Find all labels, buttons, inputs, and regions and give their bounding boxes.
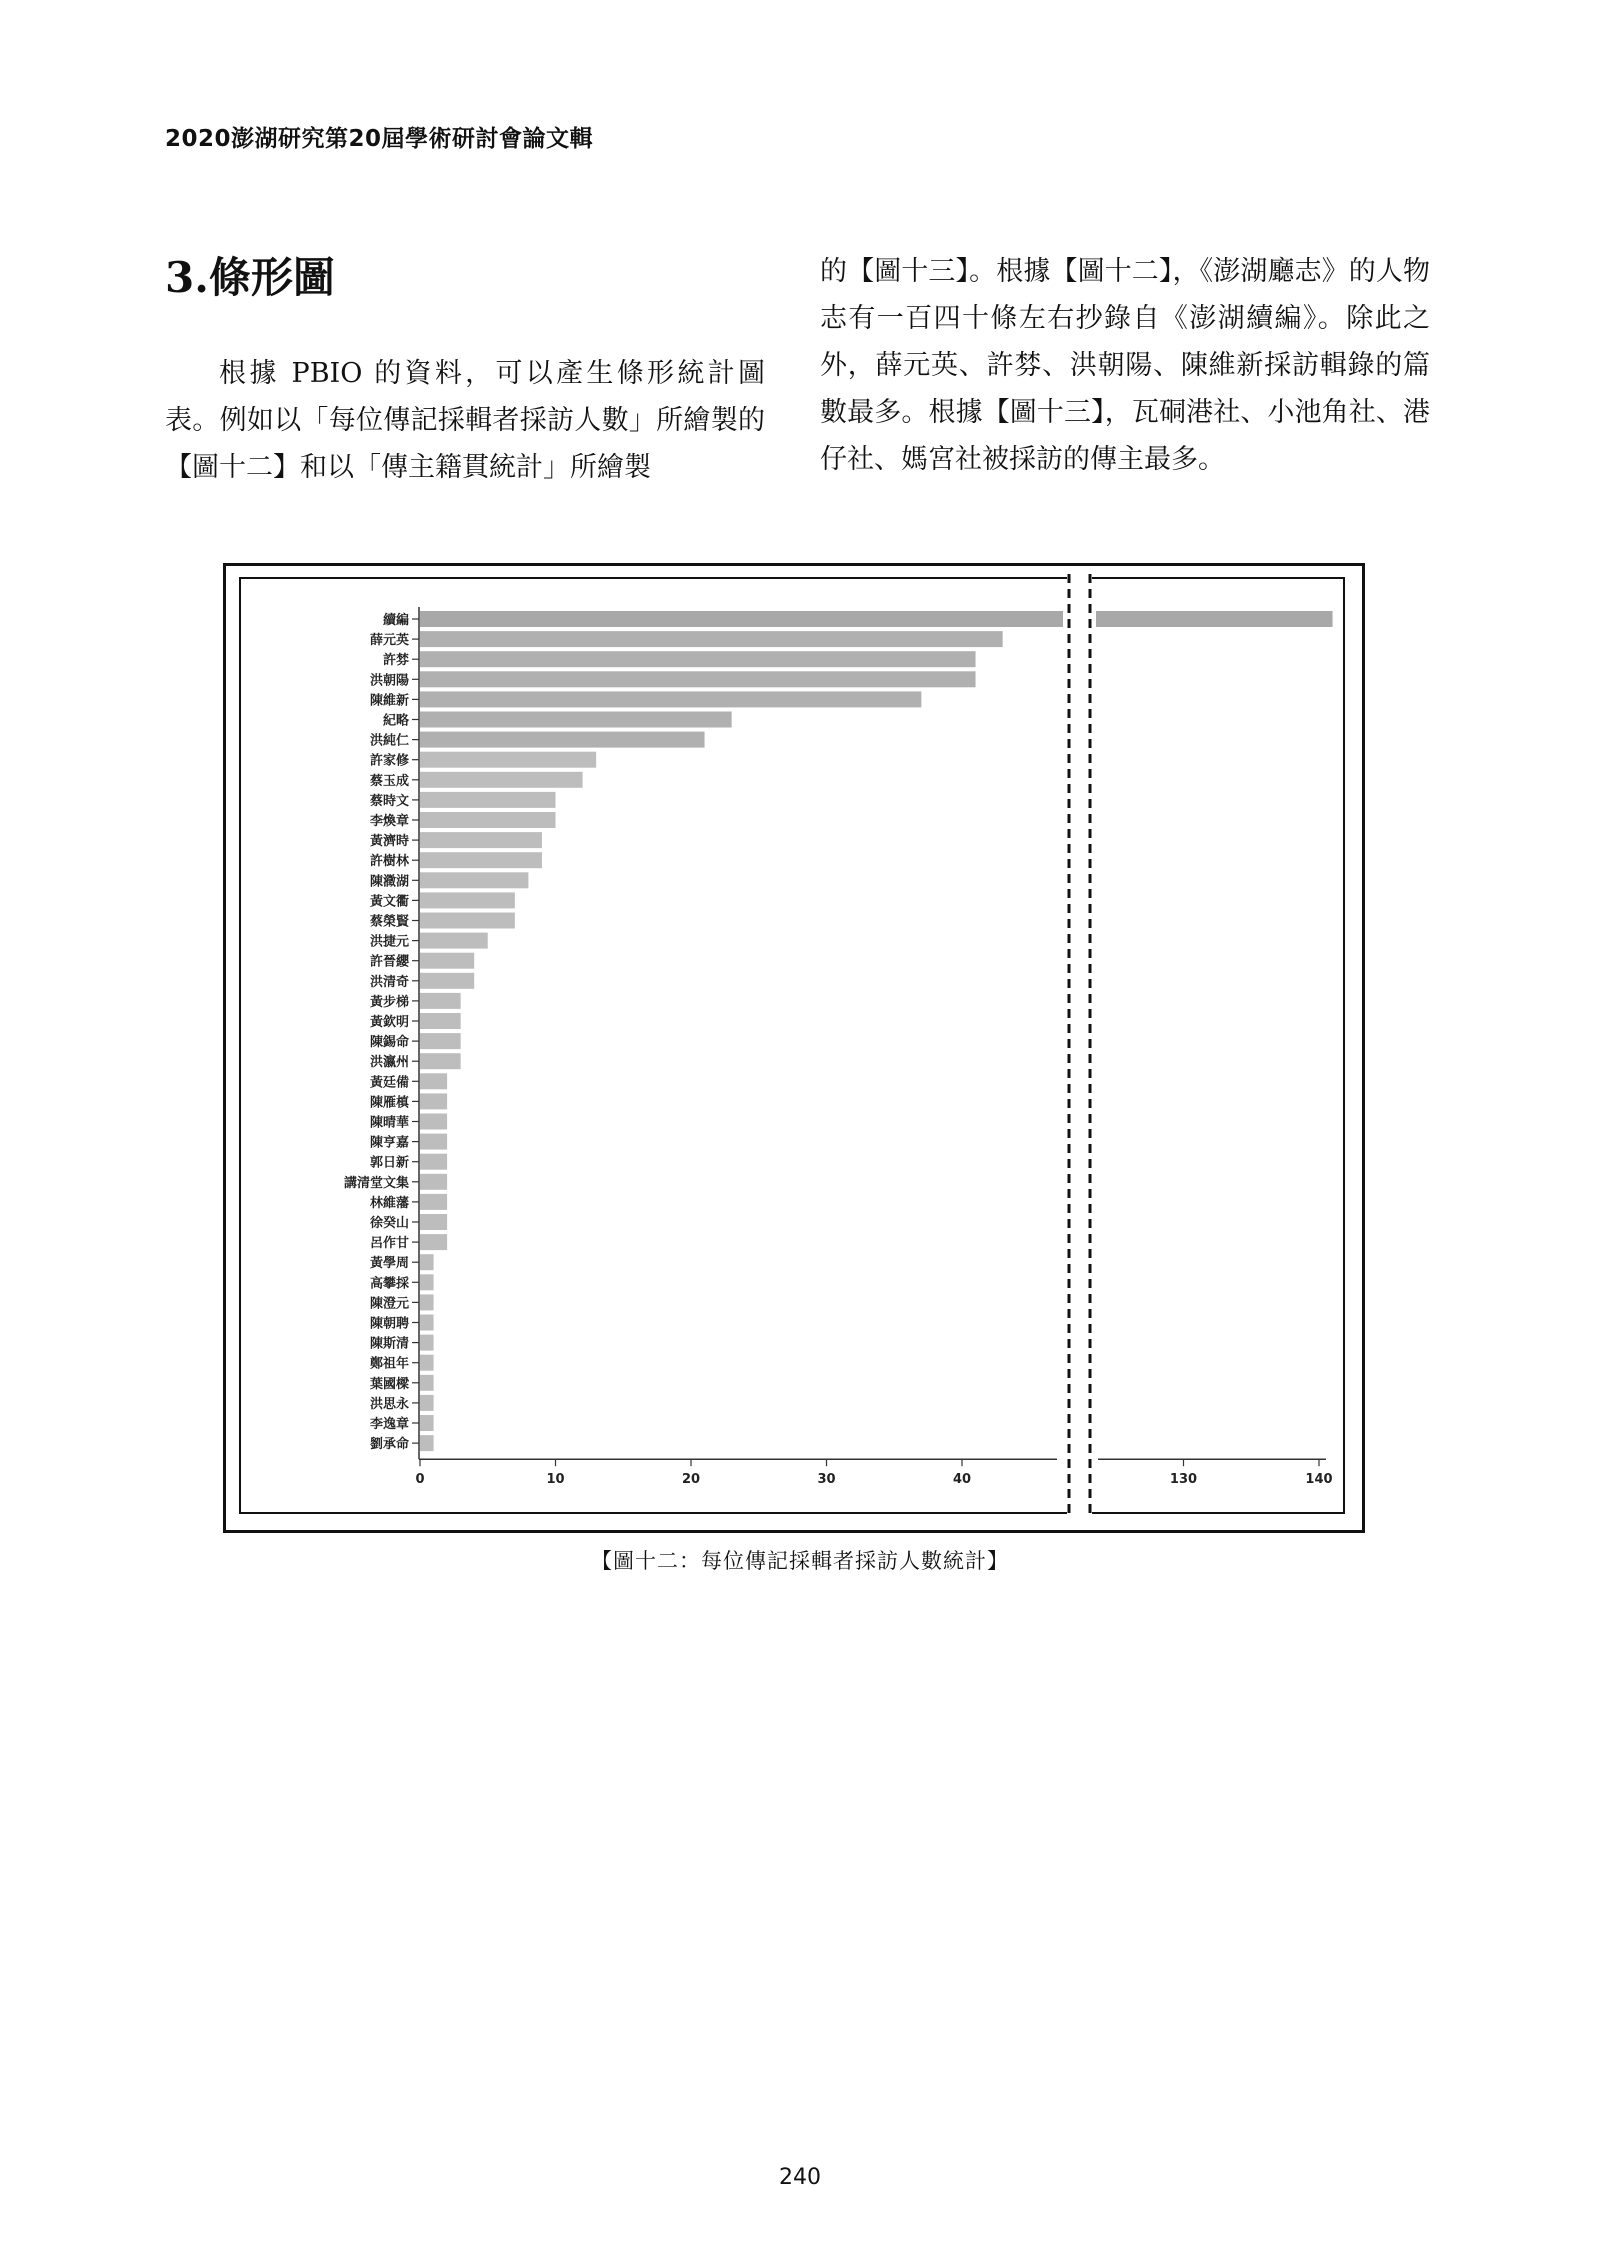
y-tick-label: 陳瀓湖: [369, 874, 409, 890]
y-tick-label: 鄭祖年: [369, 1356, 409, 1372]
bar: [420, 671, 976, 687]
bar: [420, 1335, 434, 1351]
bar: [420, 1073, 447, 1089]
bar: [420, 732, 705, 748]
y-tick-label: 林維藩: [369, 1195, 409, 1211]
x-tick-label: 40: [952, 1472, 972, 1488]
bar: [420, 1033, 461, 1049]
y-tick-label: 紀略: [382, 713, 409, 729]
running-header: 2020澎湖研究第20屆學術研討會論文輯: [165, 126, 594, 152]
plot-panel-right: [1090, 578, 1344, 1513]
y-tick-label: 黃文衢: [369, 894, 409, 910]
bar: [420, 1254, 434, 1270]
bar: [420, 1053, 461, 1069]
y-tick-label: 陳斯清: [369, 1336, 409, 1352]
bar: [420, 1395, 434, 1411]
bar: [420, 752, 596, 768]
bar: [420, 892, 515, 908]
figure-frame: [223, 563, 1365, 1533]
bar: [420, 993, 461, 1009]
x-tick-label: 0: [415, 1472, 425, 1488]
x-tick-label: 140: [1305, 1472, 1333, 1488]
bar: [420, 1294, 434, 1310]
bar: [420, 1375, 434, 1391]
y-tick-label: 蔡榮賢: [369, 914, 409, 930]
bar: [420, 792, 556, 808]
y-tick-label: 高攀採: [369, 1276, 409, 1292]
y-tick-label: 郭日新: [369, 1155, 409, 1171]
y-tick-label: 洪純仁: [369, 733, 409, 749]
bar: [420, 1093, 447, 1109]
bar: [420, 1214, 447, 1230]
y-tick-label: 劉承命: [369, 1437, 409, 1453]
y-tick-label: 許家修: [369, 753, 409, 769]
y-tick-label: 黃廷備: [369, 1075, 409, 1091]
bar: [420, 1154, 447, 1170]
y-tick-label: 黃步梯: [369, 994, 409, 1010]
y-tick-label: 許樹林: [369, 854, 409, 870]
x-tick-label: 20: [681, 1472, 701, 1488]
body-paragraph-right: 的【圖十三】。根據【圖十二】，《澎湖廳志》的人物志有一百四十條左右抄錄自《澎湖續編》。除此之外，薛元英、許棼、洪朝陽、陳維新採訪輯錄的篇數最多。根據【圖十三】，瓦硐港社、小池角社、港仔社、媽宮社被採訪的傳主最多。: [820, 256, 1430, 475]
y-tick-label: 陳亨嘉: [369, 1135, 409, 1151]
bar: [420, 832, 542, 848]
y-tick-label: 蔡玉成: [369, 773, 409, 789]
bar: [420, 973, 474, 989]
bar: [420, 1415, 434, 1431]
y-tick-label: 蔡時文: [369, 793, 409, 809]
y-tick-label: 陳朝聘: [369, 1316, 409, 1332]
y-tick-label: 洪思永: [369, 1396, 409, 1412]
x-tick-label: 10: [546, 1472, 565, 1488]
bar: [420, 1274, 434, 1290]
y-tick-label: 黃欽明: [369, 1015, 409, 1030]
bar: [420, 1194, 447, 1210]
y-tick-label: 陳晴華: [369, 1115, 409, 1131]
page-number: 240: [779, 2165, 821, 2190]
figure-caption: 【圖十二：每位傳記採輯者採訪人數統計】: [591, 1549, 1009, 1573]
bar: [420, 872, 528, 888]
bar: [420, 772, 583, 788]
bar: [420, 651, 976, 667]
bar: [420, 1134, 447, 1150]
y-tick-label: 陳維新: [369, 693, 409, 709]
bar: [420, 1315, 434, 1331]
y-tick-label: 洪捷元: [369, 934, 409, 950]
bar: [420, 712, 732, 728]
bar: [420, 1114, 447, 1130]
y-tick-label: 陳雁槙: [369, 1095, 409, 1111]
y-tick-label: 薛元英: [369, 633, 409, 649]
y-tick-label: 李煥章: [369, 814, 409, 829]
bar: [420, 1013, 461, 1029]
bar: [420, 852, 542, 868]
body-text-left: 根據 PBIO 的資料，可以產生條形統計圖表。例如以「每位傳記採輯者採訪人數」所繪製的【圖十二】和以「傳主籍貫統計」所繪製: [165, 358, 765, 483]
x-tick-label: 130: [1169, 1472, 1198, 1488]
bar: [420, 1435, 434, 1451]
section-title: 3.條形圖: [165, 253, 335, 302]
bar: [420, 1234, 447, 1250]
bar: [420, 631, 1003, 647]
y-tick-label: 葉國樑: [369, 1376, 409, 1392]
y-tick-label: 陳澄元: [369, 1296, 409, 1312]
y-tick-label: 徐癸山: [369, 1216, 409, 1231]
y-tick-label: 洪瀛州: [369, 1055, 409, 1071]
y-tick-label: 講清堂文集: [343, 1175, 409, 1191]
y-tick-label: 黃學周: [369, 1256, 409, 1272]
bar: [420, 691, 921, 707]
y-tick-label: 許棼: [382, 653, 409, 669]
bar-continued: [1096, 611, 1333, 627]
y-tick-label: 黃濟時: [369, 834, 409, 850]
bar: [420, 933, 488, 949]
bar: [420, 611, 1063, 627]
x-tick-label: 30: [817, 1472, 836, 1488]
bar: [420, 1355, 434, 1371]
body-paragraph-left: [165, 350, 765, 491]
bar: [420, 812, 556, 828]
y-tick-label: 續編: [382, 613, 409, 628]
y-tick-label: 呂作甘: [369, 1236, 409, 1252]
y-tick-label: 洪朝陽: [369, 673, 409, 689]
bar: [420, 913, 515, 929]
y-tick-label: 陳錫命: [369, 1035, 409, 1051]
bar: [420, 953, 474, 969]
y-tick-label: 許晉纓: [369, 954, 409, 970]
y-tick-label: 洪清奇: [369, 974, 409, 990]
y-tick-label: 李逸章: [369, 1417, 409, 1432]
bar: [420, 1174, 447, 1190]
bar-chart: [226, 566, 1362, 1530]
